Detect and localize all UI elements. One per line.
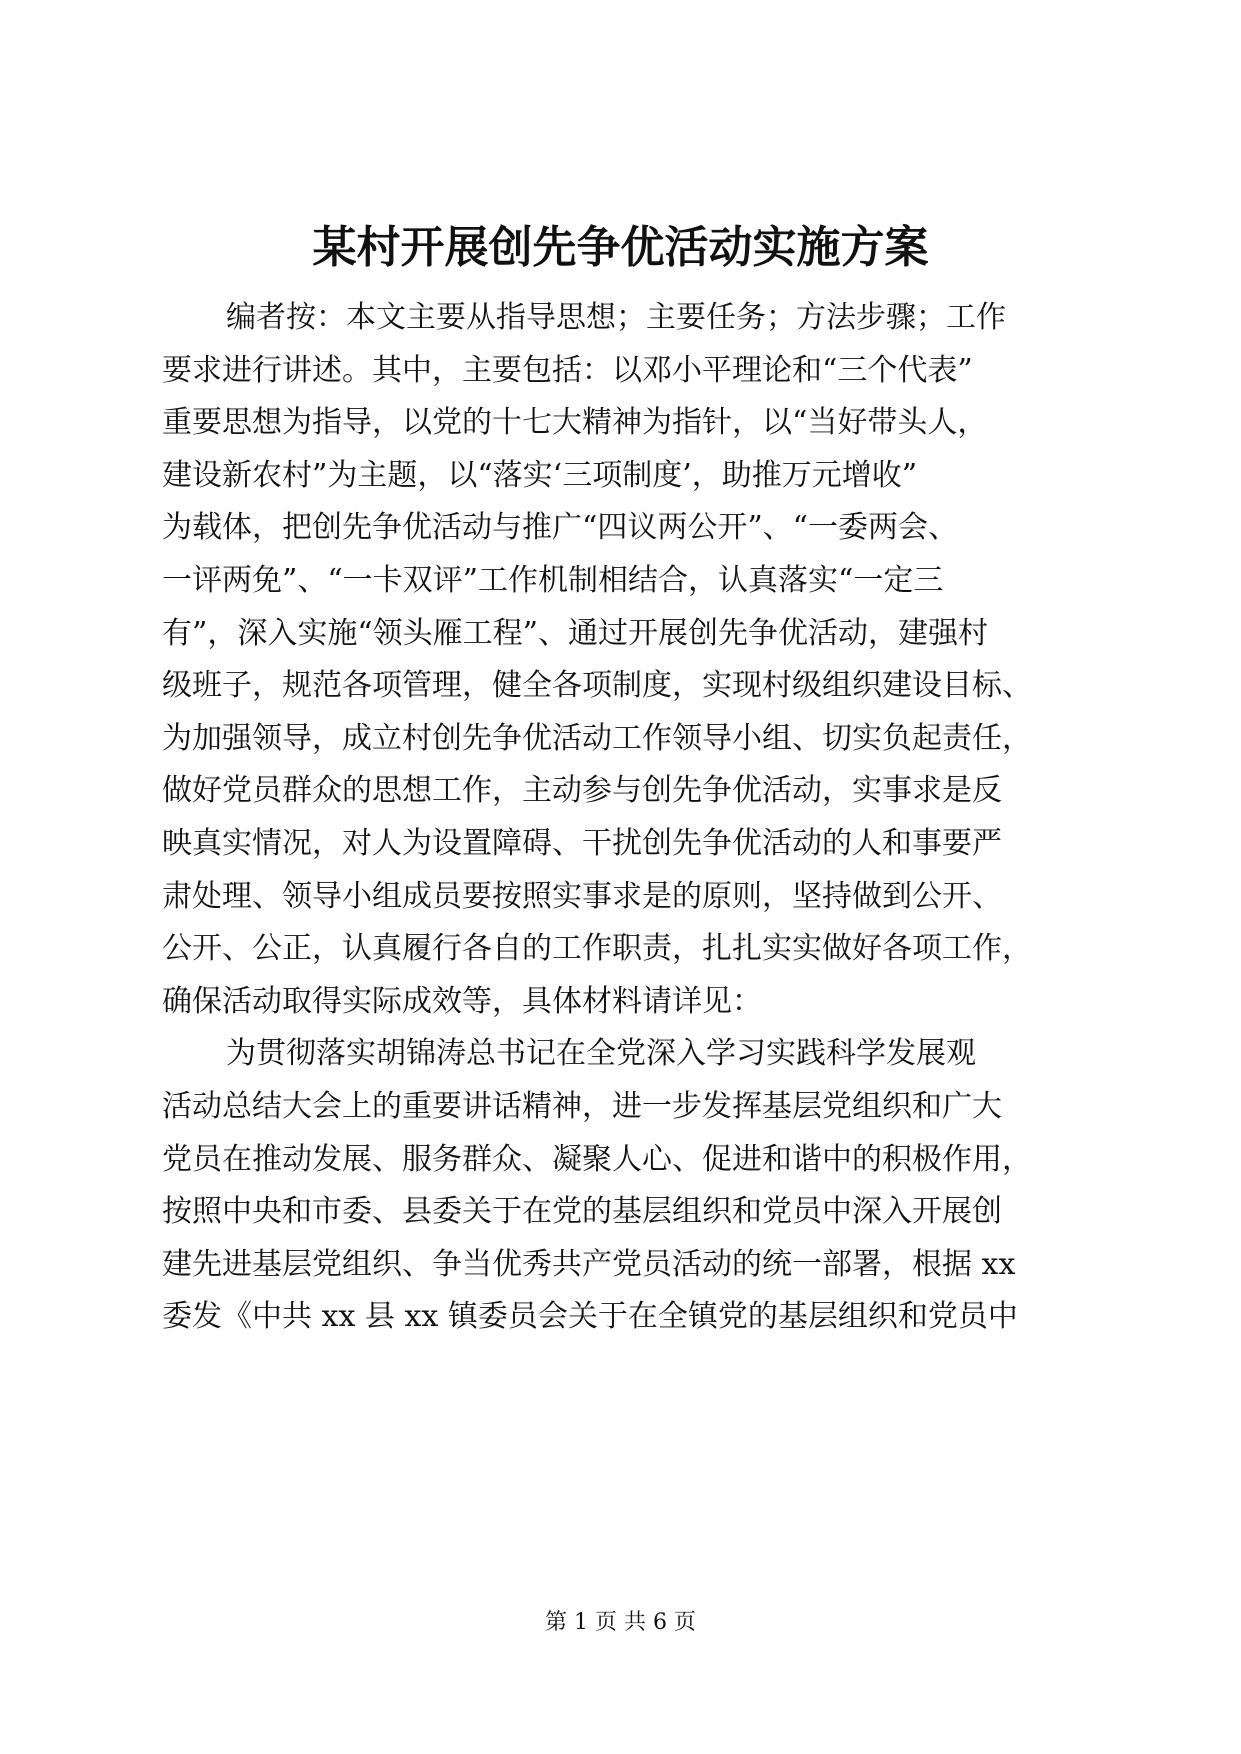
body-line: 编者按：本文主要从指导思想；主要任务；方法步骤；工作 <box>226 300 1006 335</box>
body-line: 建先进基层党组织、争当优秀共产党员活动的统一部署，根据 xx <box>162 1246 1016 1282</box>
document-title: 某村开展创先争优活动实施方案 <box>312 222 929 273</box>
body-line: 映真实情况，对人为设置障碍、干扰创先争优活动的人和事要严 <box>162 825 1002 861</box>
document-body <box>162 292 1080 1344</box>
body-line: 级班子，规范各项管理，健全各项制度，实现村级组织建设目标、 <box>162 668 1032 704</box>
body-line: 委发《中共 xx 县 xx 镇委员会关于在全镇党的基层组织和党员中 <box>162 1299 1018 1335</box>
body-line: 重要思想为指导，以党的十七大精神为指针，以“当好带头人， <box>162 405 988 441</box>
body-line: 要求进行讲述。其中，主要包括：以邓小平理论和“三个代表” <box>162 352 973 388</box>
body-line: 活动总结大会上的重要讲话精神，进一步发挥基层党组织和广大 <box>162 1088 1002 1124</box>
body-line: 肃处理、领导小组成员要按照实事求是的原则，坚持做到公开、 <box>162 878 1002 914</box>
body-line: 一评两免”、“一卡双评”工作机制相结合，认真落实“一定三 <box>162 562 944 598</box>
body-line: 为载体，把创先争优活动与推广“四议两公开”、“一委两会、 <box>162 510 959 546</box>
body-line: 为加强领导，成立村创先争优活动工作领导小组、切实负起责任， <box>162 720 1032 756</box>
body-line: 公开、公正，认真履行各自的工作职责，扎扎实实做好各项工作， <box>162 931 1032 967</box>
body-line: 党员在推动发展、服务群众、凝聚人心、促进和谐中的积极作用， <box>162 1141 1032 1177</box>
body-line: 建设新农村”为主题，以“落实‘三项制度’，助推万元增收” <box>162 457 918 493</box>
body-line: 为贯彻落实胡锦涛总书记在全党深入学习实践科学发展观 <box>226 1036 976 1072</box>
body-line: 按照中央和市委、县委关于在党的基层组织和党员中深入开展创 <box>162 1194 1002 1230</box>
page-number-footer: 第 1 页 共 6 页 <box>545 1610 696 1635</box>
body-line: 有”，深入实施“领头雁工程”、通过开展创先争优活动，建强村 <box>162 615 989 651</box>
body-line: 做好党员群众的思想工作，主动参与创先争优活动，实事求是反 <box>162 773 1002 809</box>
body-line: 确保活动取得实际成效等，具体材料请详见： <box>162 983 762 1019</box>
